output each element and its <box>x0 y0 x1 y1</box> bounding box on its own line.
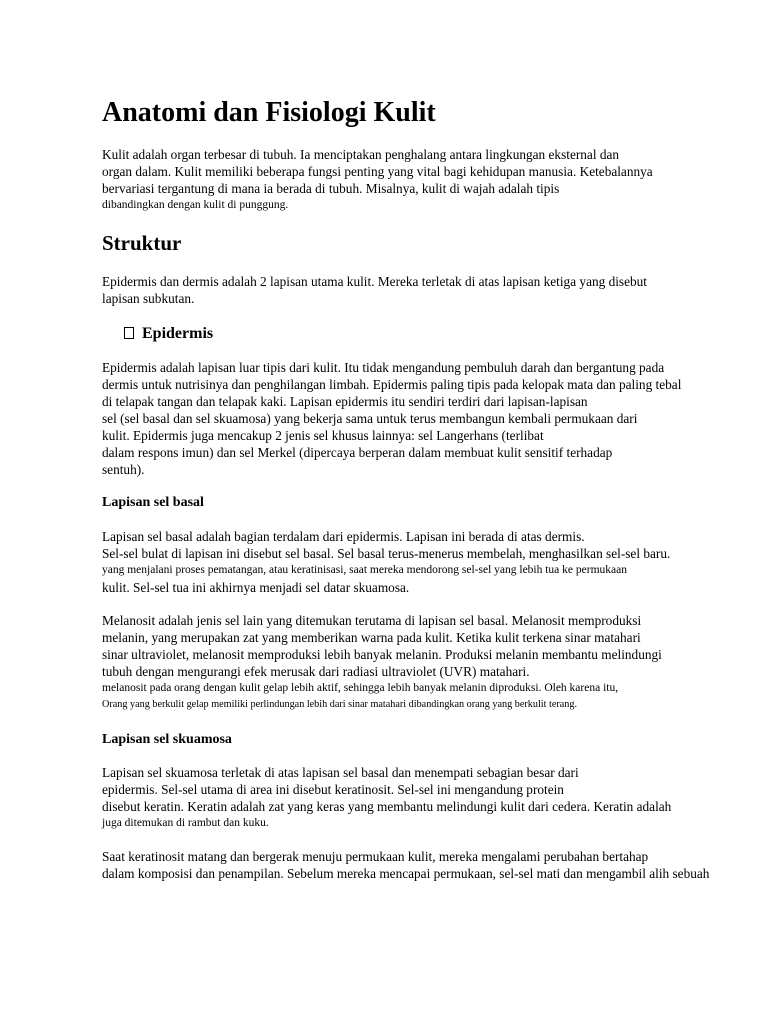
basal-line: Lapisan sel basal adalah bagian terdalam dari epidermis. Lapisan ini berada di atas dermis. <box>102 529 585 544</box>
document-title: Anatomi dan Fisiologi Kulit <box>102 97 436 128</box>
epidermis-line: di telapak tangan dan telapak kaki. Lapisan epidermis itu sendiri terdiri dari lapisan-lapisan <box>102 394 588 409</box>
struktur-line: Epidermis dan dermis adalah 2 lapisan utama kulit. Mereka terletak di atas lapisan ketiga yang disebut <box>102 274 648 289</box>
struktur-line: lapisan subkutan. <box>102 291 195 306</box>
section-heading-struktur: Struktur <box>102 231 182 255</box>
basal-line: melanosit pada orang dengan kulit gelap lebih aktif, sehingga lebih banyak melanin diproduksi. Oleh karena itu, <box>102 682 619 694</box>
basal-line: Sel-sel bulat di lapisan ini disebut sel basal. Sel basal terus-menerus membelah, menghasilkan sel-sel baru. <box>102 546 671 561</box>
intro-line: organ dalam. Kulit memiliki beberapa fungsi penting yang vital bagi kehidupan manusia. Ketebalannya <box>102 164 653 179</box>
basal-line: kulit. Sel-sel tua ini akhirnya menjadi sel datar skuamosa. <box>102 580 410 595</box>
subsection-heading-skuamosa: Lapisan sel skuamosa <box>102 732 232 747</box>
epidermis-line: kulit. Epidermis juga mencakup 2 jenis sel khusus lainnya: sel Langerhans (terlibat <box>102 428 544 443</box>
basal-line: Melanosit adalah jenis sel lain yang ditemukan terutama di lapisan sel basal. Melanosit memproduksi <box>102 613 642 628</box>
intro-line: dibandingkan dengan kulit di punggung. <box>102 199 289 211</box>
intro-line: bervariasi tergantung di mana ia berada di tubuh. Misalnya, kulit di wajah adalah tipis <box>102 181 560 196</box>
basal-line: tubuh dengan mengurangi efek merusak dari radiasi ultraviolet (UVR) matahari. <box>102 664 530 679</box>
subsection-heading-basal: Lapisan sel basal <box>102 495 204 510</box>
epidermis-line: Epidermis adalah lapisan luar tipis dari kulit. Itu tidak mengandung pembuluh darah dan bergantung pada <box>102 360 665 375</box>
intro-line: Kulit adalah organ terbesar di tubuh. Ia menciptakan penghalang antara lingkungan eksternal dan <box>102 147 620 162</box>
epidermis-line: sentuh). <box>102 462 145 477</box>
bullet-icon <box>124 327 134 339</box>
skuamosa-line: juga ditemukan di rambut dan kuku. <box>102 817 269 829</box>
basal-line: Orang yang berkulit gelap memiliki perlindungan lebih dari sinar matahari dibandingkan orang yang berkulit terang. <box>102 699 577 710</box>
skuamosa-line: Saat keratinosit matang dan bergerak menuju permukaan kulit, mereka mengalami perubahan bertahap <box>102 849 649 864</box>
epidermis-line: sel (sel basal dan sel skuamosa) yang bekerja sama untuk terus membangun kembali permukaan dari <box>102 411 638 426</box>
skuamosa-line: disebut keratin. Keratin adalah zat yang keras yang membantu melindungi kulit dari cedera. Keratin adalah <box>102 799 672 814</box>
epidermis-line: dalam respons imun) dan sel Merkel (dipercaya berperan dalam membuat kulit sensitif terhadap <box>102 445 613 460</box>
basal-line: yang menjalani proses pematangan, atau keratinisasi, saat mereka mendorong sel-sel yang lebih tua ke permukaan <box>102 564 627 576</box>
basal-line: sinar ultraviolet, melanosit memproduksi lebih banyak melanin. Produksi melanin membantu melindungi <box>102 647 662 662</box>
basal-line: melanin, yang merupakan zat yang memberikan warna pada kulit. Ketika kulit terkena sinar matahari <box>102 630 641 645</box>
skuamosa-line: dalam komposisi dan penampilan. Sebelum mereka mencapai permukaan, sel-sel mati dan mengambil alih sebuah <box>102 866 710 881</box>
skuamosa-line: epidermis. Sel-sel utama di area ini disebut keratinosit. Sel-sel ini mengandung protein <box>102 782 564 797</box>
skuamosa-line: Lapisan sel skuamosa terletak di atas lapisan sel basal dan menempati sebagian besar dari <box>102 765 579 780</box>
epidermis-line: dermis untuk nutrisinya dan penghilangan limbah. Epidermis paling tipis pada kelopak mata dan paling tebal <box>102 377 682 392</box>
epidermis-heading-text: Epidermis <box>142 325 214 342</box>
subsection-heading-epidermis <box>124 323 213 345</box>
